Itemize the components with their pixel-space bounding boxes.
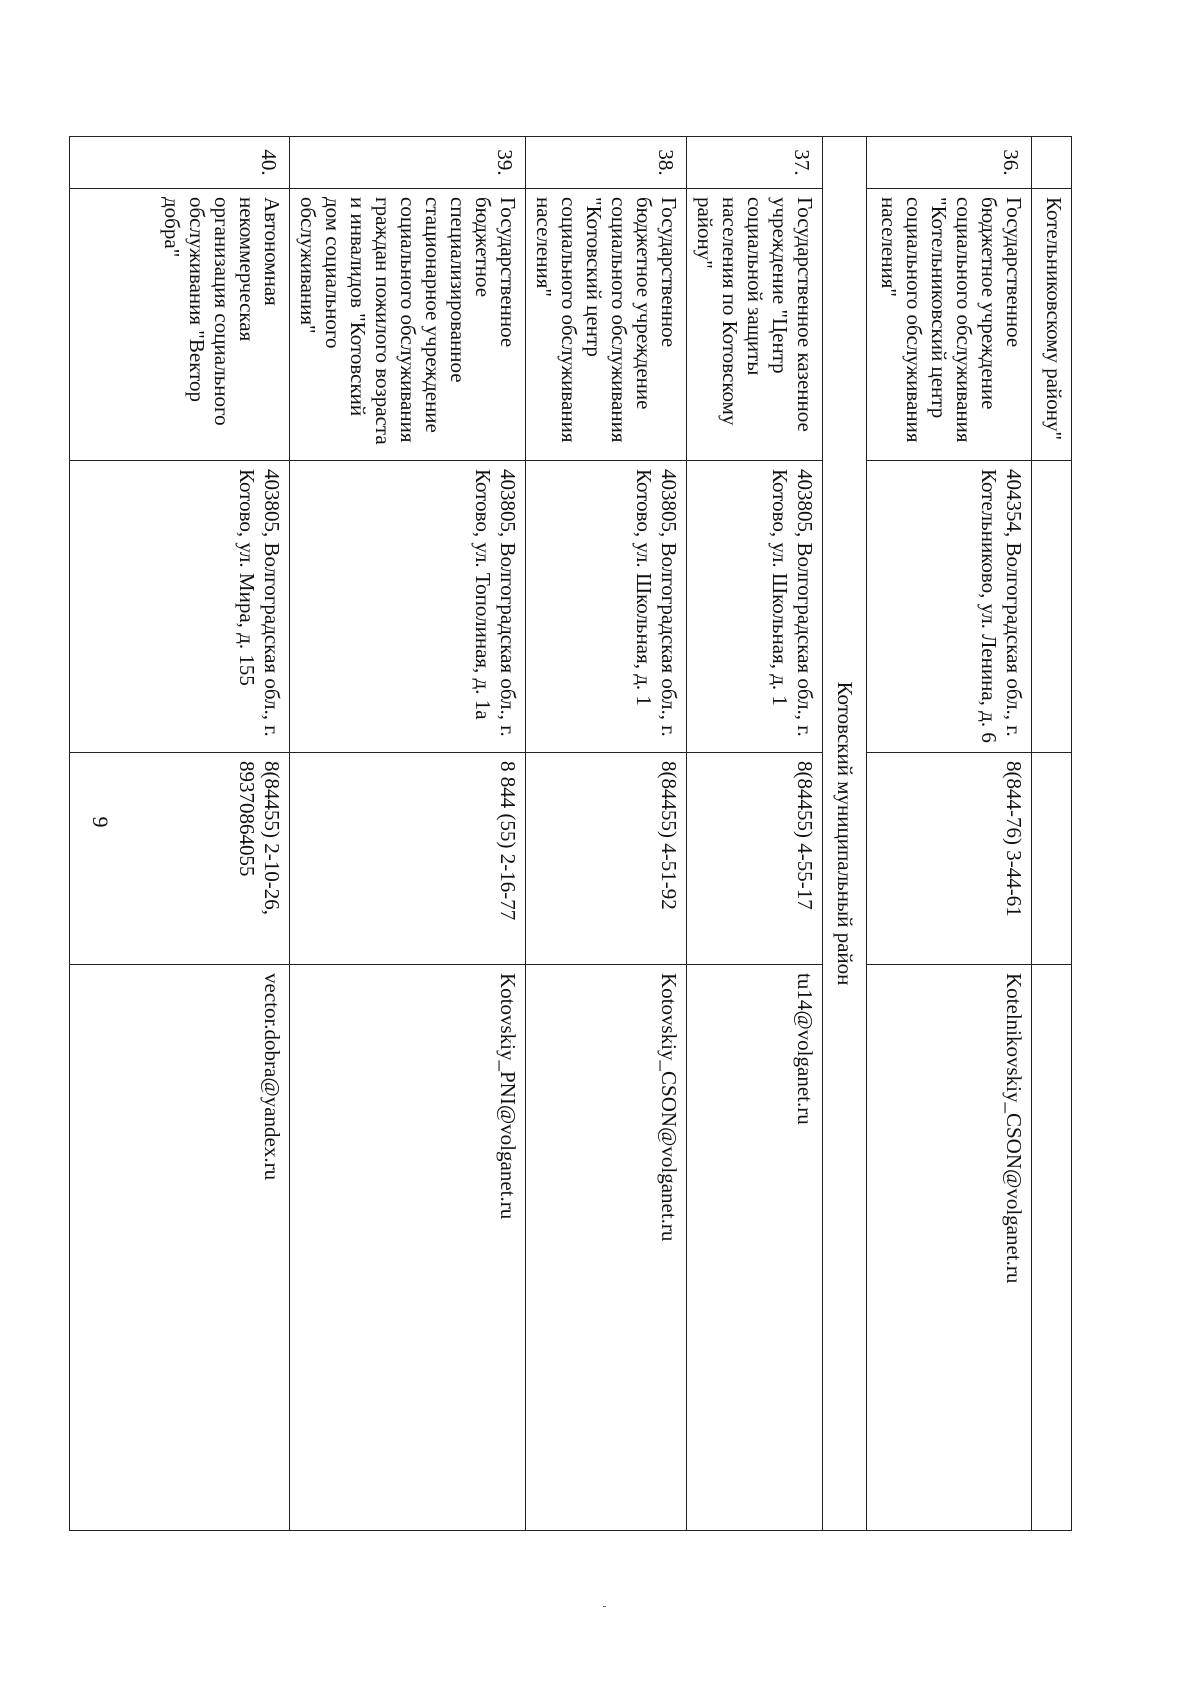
section-header-row (823, 137, 867, 1531)
scan-speck (603, 1606, 606, 1607)
organization-email: Kotovskiy_PNI@volganet.ru (290, 965, 526, 1531)
organization-address: 404354, Волгоградская обл., г. Котельниково, ул. Ленина, д. 6 (867, 461, 1032, 753)
organization-address (1032, 461, 1072, 753)
row-number: 36. (867, 137, 1032, 189)
organization-phone (1032, 753, 1072, 965)
organization-phone: 8(84455) 4-51-92 (526, 753, 687, 965)
section-title: Котовский муниципальный район (823, 137, 867, 1531)
row-number: 40. (70, 137, 290, 189)
organization-email: Kotelnikovskiy_CSON@volganet.ru (867, 965, 1032, 1531)
row-number (1032, 137, 1072, 189)
organization-phone: 8(84455) 4-55-17 (687, 753, 823, 965)
organization-name: Государственное казенное учреждение "Центр социальной защиты населения по Котовскому району" (687, 189, 823, 461)
organization-address: 403805, Волгоградская обл., г. Котово, ул. Школьная, д. 1 (526, 461, 687, 753)
table-row (867, 137, 1032, 1531)
table-row (1032, 137, 1072, 1531)
page-number: 9 (88, 816, 113, 828)
organization-phone: 8 844 (55) 2-16-77 (290, 753, 526, 965)
organization-address: 403805, Волгоградская обл., г. Котово, ул. Школьная, д. 1 (687, 461, 823, 753)
organization-address: 403805, Волгоградская обл., г. Котово, ул. Мира, д. 155 (70, 461, 290, 753)
organizations-table (69, 136, 1072, 1531)
table-row (290, 137, 526, 1531)
row-number: 37. (687, 137, 823, 189)
organization-email: tu14@volganet.ru (687, 965, 823, 1531)
organization-name: Государственное бюджетное учреждение социального обслуживания "Котовский центр социального обслуживания населения" (526, 189, 687, 461)
organization-email (1032, 965, 1072, 1531)
organization-email: vector.dobra@yandex.ru (70, 965, 290, 1531)
organization-name: Котельниковскому району" (1032, 189, 1072, 461)
organization-name: Государственное бюджетное специализированное стационарное учреждение социального обслуживания граждан пожилого возраста и инвалидов "Котовский дом социального обслуживания" (290, 189, 526, 461)
organization-phone: 8(84455) 2-10-26, 89370864055 (70, 753, 290, 965)
organization-address: 403805, Волгоградская обл., г. Котово, ул. Тополиная, д. 1а (290, 461, 526, 753)
table-row (687, 137, 823, 1531)
organization-name: Государственное бюджетное учреждение социального обслуживания "Котельниковский центр социального обслуживания населения" (867, 189, 1032, 461)
organization-name: Автономная некоммерческая организация социального обслуживания "Вектор добра" (70, 189, 290, 461)
rotated-page-content (140, 136, 1072, 1530)
organization-email: Kotovskiy_CSON@volganet.ru (526, 965, 687, 1531)
table-row (70, 137, 290, 1531)
row-number: 38. (526, 137, 687, 189)
row-number: 39. (290, 137, 526, 189)
organization-phone: 8(844-76) 3-44-61 (867, 753, 1032, 965)
organizations-table-wrapper (140, 136, 1072, 1530)
table-row (526, 137, 687, 1531)
